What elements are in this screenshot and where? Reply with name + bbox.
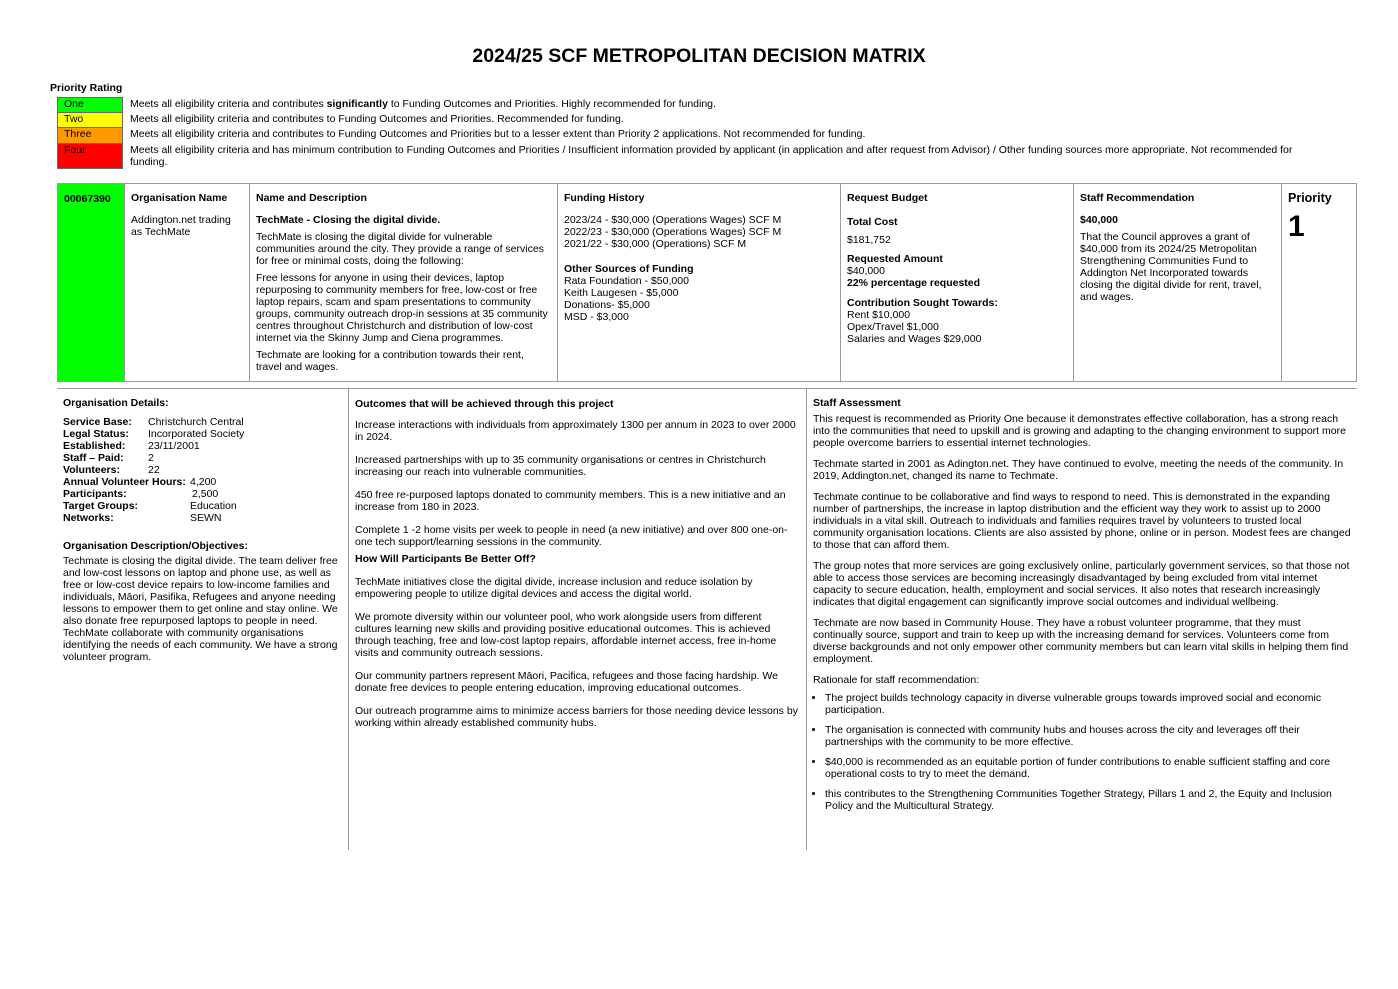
funding-history-item: 2023/24 - $30,000 (Operations Wages) SCF M bbox=[564, 214, 782, 226]
name-description-header: Name and Description bbox=[256, 192, 367, 204]
contribution-item: Opex/Travel $1,000 bbox=[847, 321, 939, 333]
project-description: TechMate is closing the digital divide for vulnerable communities around the city. They provide a range of services for free or minimal costs, doing the following: bbox=[256, 231, 544, 267]
priority-header: Priority bbox=[1288, 191, 1332, 205]
rationale-item: • The project builds technology capacity in diverse vulnerable groups towards improved social and economic participation. bbox=[825, 692, 1351, 716]
staff-recommendation-header: Staff Recommendation bbox=[1080, 192, 1195, 204]
priority-row-one bbox=[57, 97, 1317, 112]
detail-row: Target Groups: Education bbox=[63, 500, 237, 512]
priority-text-three: Meets all eligibility criteria and contributes to Funding Outcomes and Priorities but to a lesser extent than Priority 2 applications. Not recommended for funding. bbox=[130, 128, 866, 140]
priority-swatch-three: Three bbox=[57, 127, 123, 143]
rationale-item: • this contributes to the Strengthening Communities Together Strategy, Pillars 1 and 2, the Equity and Inclusion Policy and the Multicultural Strategy. bbox=[825, 788, 1351, 812]
total-cost-label: Total Cost bbox=[847, 216, 898, 228]
rationale-heading: Rationale for staff recommendation: bbox=[813, 674, 980, 686]
contribution-item: Salaries and Wages $29,000 bbox=[847, 333, 982, 345]
outcomes-section bbox=[355, 398, 801, 729]
organisation-details-section bbox=[63, 397, 345, 663]
other-source-item: Rata Foundation - $50,000 bbox=[564, 275, 689, 287]
request-budget-cell bbox=[841, 184, 1074, 381]
other-source-item: MSD - $3,000 bbox=[564, 311, 629, 323]
priority-row-three bbox=[57, 127, 1317, 143]
organisation-description: Techmate is closing the digital divide. The team deliver free and low-cost lessons on laptop and phone use, as well as free or low-cost device repairs to low-income families and individuals, Māori, Pasifika, Refugees and anyone needing lessons to empower them to get online and stay online. We also donate free repurposed laptops to people in need. TechMate collaborate with community organisations identifying the needs of each community. We have a strong volunteer program. bbox=[63, 555, 338, 663]
rationale-item: • $40,000 is recommended as an equitable portion of funder contributions to enable sufficient staffing and core operational costs to try to meet the demand. bbox=[825, 756, 1351, 780]
organisation-details-heading: Organisation Details: bbox=[63, 397, 169, 409]
percentage-requested: 22% percentage requested bbox=[847, 277, 981, 289]
organisation-name-cell bbox=[125, 184, 250, 381]
funding-history-header: Funding History bbox=[564, 192, 645, 204]
project-name: TechMate - Closing the digital divide. bbox=[256, 214, 441, 226]
section-divider bbox=[57, 388, 1357, 389]
better-off-item: We promote diversity within our volunteer pool, who work alongside users from different cultures learning new skills and providing positive educational outcomes. This is achieved through teaching, free and low-cost laptop repairs, affordable internet access, free in-home visits and community outreach sessions. bbox=[355, 611, 777, 659]
priority-text-four: Meets all eligibility criteria and has minimum contribution to Funding Outcomes and Priorities / Insufficient information provided by applicant (in application and after request from Advisor) / Other funding sources more appropriate. Not recommended for funding. bbox=[130, 144, 1293, 168]
better-off-item: Our community partners represent Māori, Pacifica, refugees and those facing hardship. We donate free devices to people entering education, improving educational outcomes. bbox=[355, 670, 778, 694]
other-source-item: Keith Laugesen - $5,000 bbox=[564, 287, 679, 299]
detail-row: Participants: 2,500 bbox=[63, 488, 219, 500]
requested-amount-label: Requested Amount bbox=[847, 253, 943, 265]
outcome-item: 450 free re-purposed laptops donated to community members. This is a new initiative and an increase from 180 in 2023. bbox=[355, 489, 786, 513]
page-title: 2024/25 SCF METROPOLITAN DECISION MATRIX bbox=[472, 45, 926, 67]
contribution-label: Contribution Sought Towards: bbox=[847, 297, 998, 309]
total-cost-value: $181,752 bbox=[847, 234, 891, 246]
application-id: 00067390 bbox=[58, 184, 125, 381]
funding-history-item: 2021/22 - $30,000 (Operations) SCF M bbox=[564, 238, 747, 250]
detail-row: Staff – Paid: 2 bbox=[63, 452, 154, 464]
priority-rating-heading: Priority Rating bbox=[50, 82, 123, 94]
column-divider bbox=[348, 389, 349, 850]
assessment-paragraph: The group notes that more services are going exclusively online, particularly government services, so that those not able to access those services are becoming increasingly disadvantaged by being excluded from vital internet capacity to secure education, health, employment and social services. It also notes that research increasingly indicates that digital engagement can significantly improve social outcomes and individual wellbeing. bbox=[813, 560, 1350, 608]
outcome-item: Increased partnerships with up to 35 community organisations or centres in Christchurch increasing our reach into vulnerable communities. bbox=[355, 454, 766, 478]
project-description: Free lessons for anyone in using their devices, laptop repurposing to community members for free, low-cost or free laptop repairs, scam and spam presentations to community groups, community outreach drop-in sessions at 35 community centres throughout Christchurch and distribution of low-cost internet via the Skinny Jump and Ciena programmes. bbox=[256, 272, 548, 344]
application-summary-table bbox=[57, 183, 1357, 382]
detail-row: Networks: SEWN bbox=[63, 512, 222, 524]
better-off-item: Our outreach programme aims to minimize access barriers for those needing device lessons by working within already established community hubs. bbox=[355, 705, 798, 729]
priority-row-four bbox=[57, 143, 1317, 169]
priority-text-one: Meets all eligibility criteria and contributes significantly to Funding Outcomes and Priorities. Highly recommended for funding. bbox=[130, 98, 716, 110]
assessment-paragraph: This request is recommended as Priority One because it demonstrates effective collaboration, has a strong reach into the communities that need to upskill and is growing and adapting to the changing environment to support more people overcome barriers to essential internet technologies. bbox=[813, 413, 1346, 449]
detail-row: Legal Status: Incorporated Society bbox=[63, 428, 245, 440]
priority-cell bbox=[1282, 184, 1356, 381]
outcome-item: Increase interactions with individuals from approximately 1300 per annum in 2023 to over 2000 in 2024. bbox=[355, 419, 796, 443]
rationale-list bbox=[813, 692, 1351, 812]
priority-swatch-four: Four bbox=[57, 143, 123, 169]
rationale-item: • The organisation is connected with community hubs and houses across the city and leverages off their partnerships with the community to be more effective. bbox=[825, 724, 1351, 748]
other-source-item: Donations- $5,000 bbox=[564, 299, 650, 311]
outcomes-heading: Outcomes that will be achieved through this project bbox=[355, 398, 614, 410]
priority-value: 1 bbox=[1288, 210, 1305, 243]
priority-row-two bbox=[57, 112, 1317, 127]
better-off-item: TechMate initiatives close the digital divide, increase inclusion and reduce isolation by empowering people to utilize digital devices and access the digital world. bbox=[355, 576, 753, 600]
funding-history-item: 2022/23 - $30,000 (Operations Wages) SCF M bbox=[564, 226, 782, 238]
staff-recommendation-text: That the Council approves a grant of $40,000 from its 2024/25 Metropolitan Strengthening Communities Fund to Addington Net Incorporated towards closing the digital divide for rent, travel, and wages. bbox=[1080, 231, 1262, 303]
staff-recommendation-amount: $40,000 bbox=[1080, 214, 1118, 226]
priority-rating-legend bbox=[57, 97, 1317, 169]
priority-swatch-one: One bbox=[57, 97, 123, 112]
assessment-paragraph: Techmate continue to be collaborative and find ways to respond to need. This is demonstrated in the expanding number of partnerships, the increase in laptop distribution and the efficient way they work to assist up to 2000 individuals in a vital skill. Outreach to individuals and families requires travel by volunteers to trusted local community organisation locations. Clients are also assisted by phone, online or in person. Modest fees are changed to those that can afford them. bbox=[813, 491, 1351, 551]
priority-text-two: Meets all eligibility criteria and contributes to Funding Outcomes and Priorities. Recommended for funding. bbox=[130, 113, 624, 125]
detail-row: Service Base: Christchurch Central bbox=[63, 416, 244, 428]
detail-row: Established: 23/11/2001 bbox=[63, 440, 200, 452]
assessment-paragraph: Techmate are now based in Community House. They have a robust volunteer programme, that they must continually source, support and train to keep up with the increasing demand for services. Volunteers come from diverse backgrounds and not only empower other community members but can learn vital skills in helping them find employment. bbox=[813, 617, 1349, 665]
organisation-name-header: Organisation Name bbox=[131, 192, 228, 204]
funding-history-cell bbox=[558, 184, 841, 381]
contribution-item: Rent $10,000 bbox=[847, 309, 911, 321]
better-off-heading: How Will Participants Be Better Off? bbox=[355, 553, 536, 565]
column-divider bbox=[806, 389, 807, 850]
assessment-paragraph: Techmate started in 2001 as Adington.net. They have continued to evolve, meeting the needs of the community. In 2019, Addington.net, changed its name to Techmate. bbox=[813, 458, 1344, 482]
detail-row: Annual Volunteer Hours: 4,200 bbox=[63, 476, 217, 488]
name-description-cell bbox=[250, 184, 558, 381]
organisation-name: Addington.net trading as TechMate bbox=[131, 214, 231, 238]
request-budget-header: Request Budget bbox=[847, 192, 928, 204]
detail-row: Volunteers: 22 bbox=[63, 464, 160, 476]
staff-recommendation-cell bbox=[1074, 184, 1282, 381]
staff-assessment-heading: Staff Assessment bbox=[813, 397, 901, 409]
requested-amount-value: $40,000 bbox=[847, 265, 885, 277]
staff-assessment-section bbox=[813, 397, 1351, 820]
organisation-description-heading: Organisation Description/Objectives: bbox=[63, 540, 248, 552]
outcome-item: Complete 1 -2 home visits per week to people in need (a new initiative) and over 800 one-on-one tech support/learning sessions in the community. bbox=[355, 524, 788, 548]
priority-swatch-two: Two bbox=[57, 112, 123, 127]
project-description: Techmate are looking for a contribution towards their rent, travel and wages. bbox=[256, 349, 524, 373]
other-sources-header: Other Sources of Funding bbox=[564, 263, 694, 275]
